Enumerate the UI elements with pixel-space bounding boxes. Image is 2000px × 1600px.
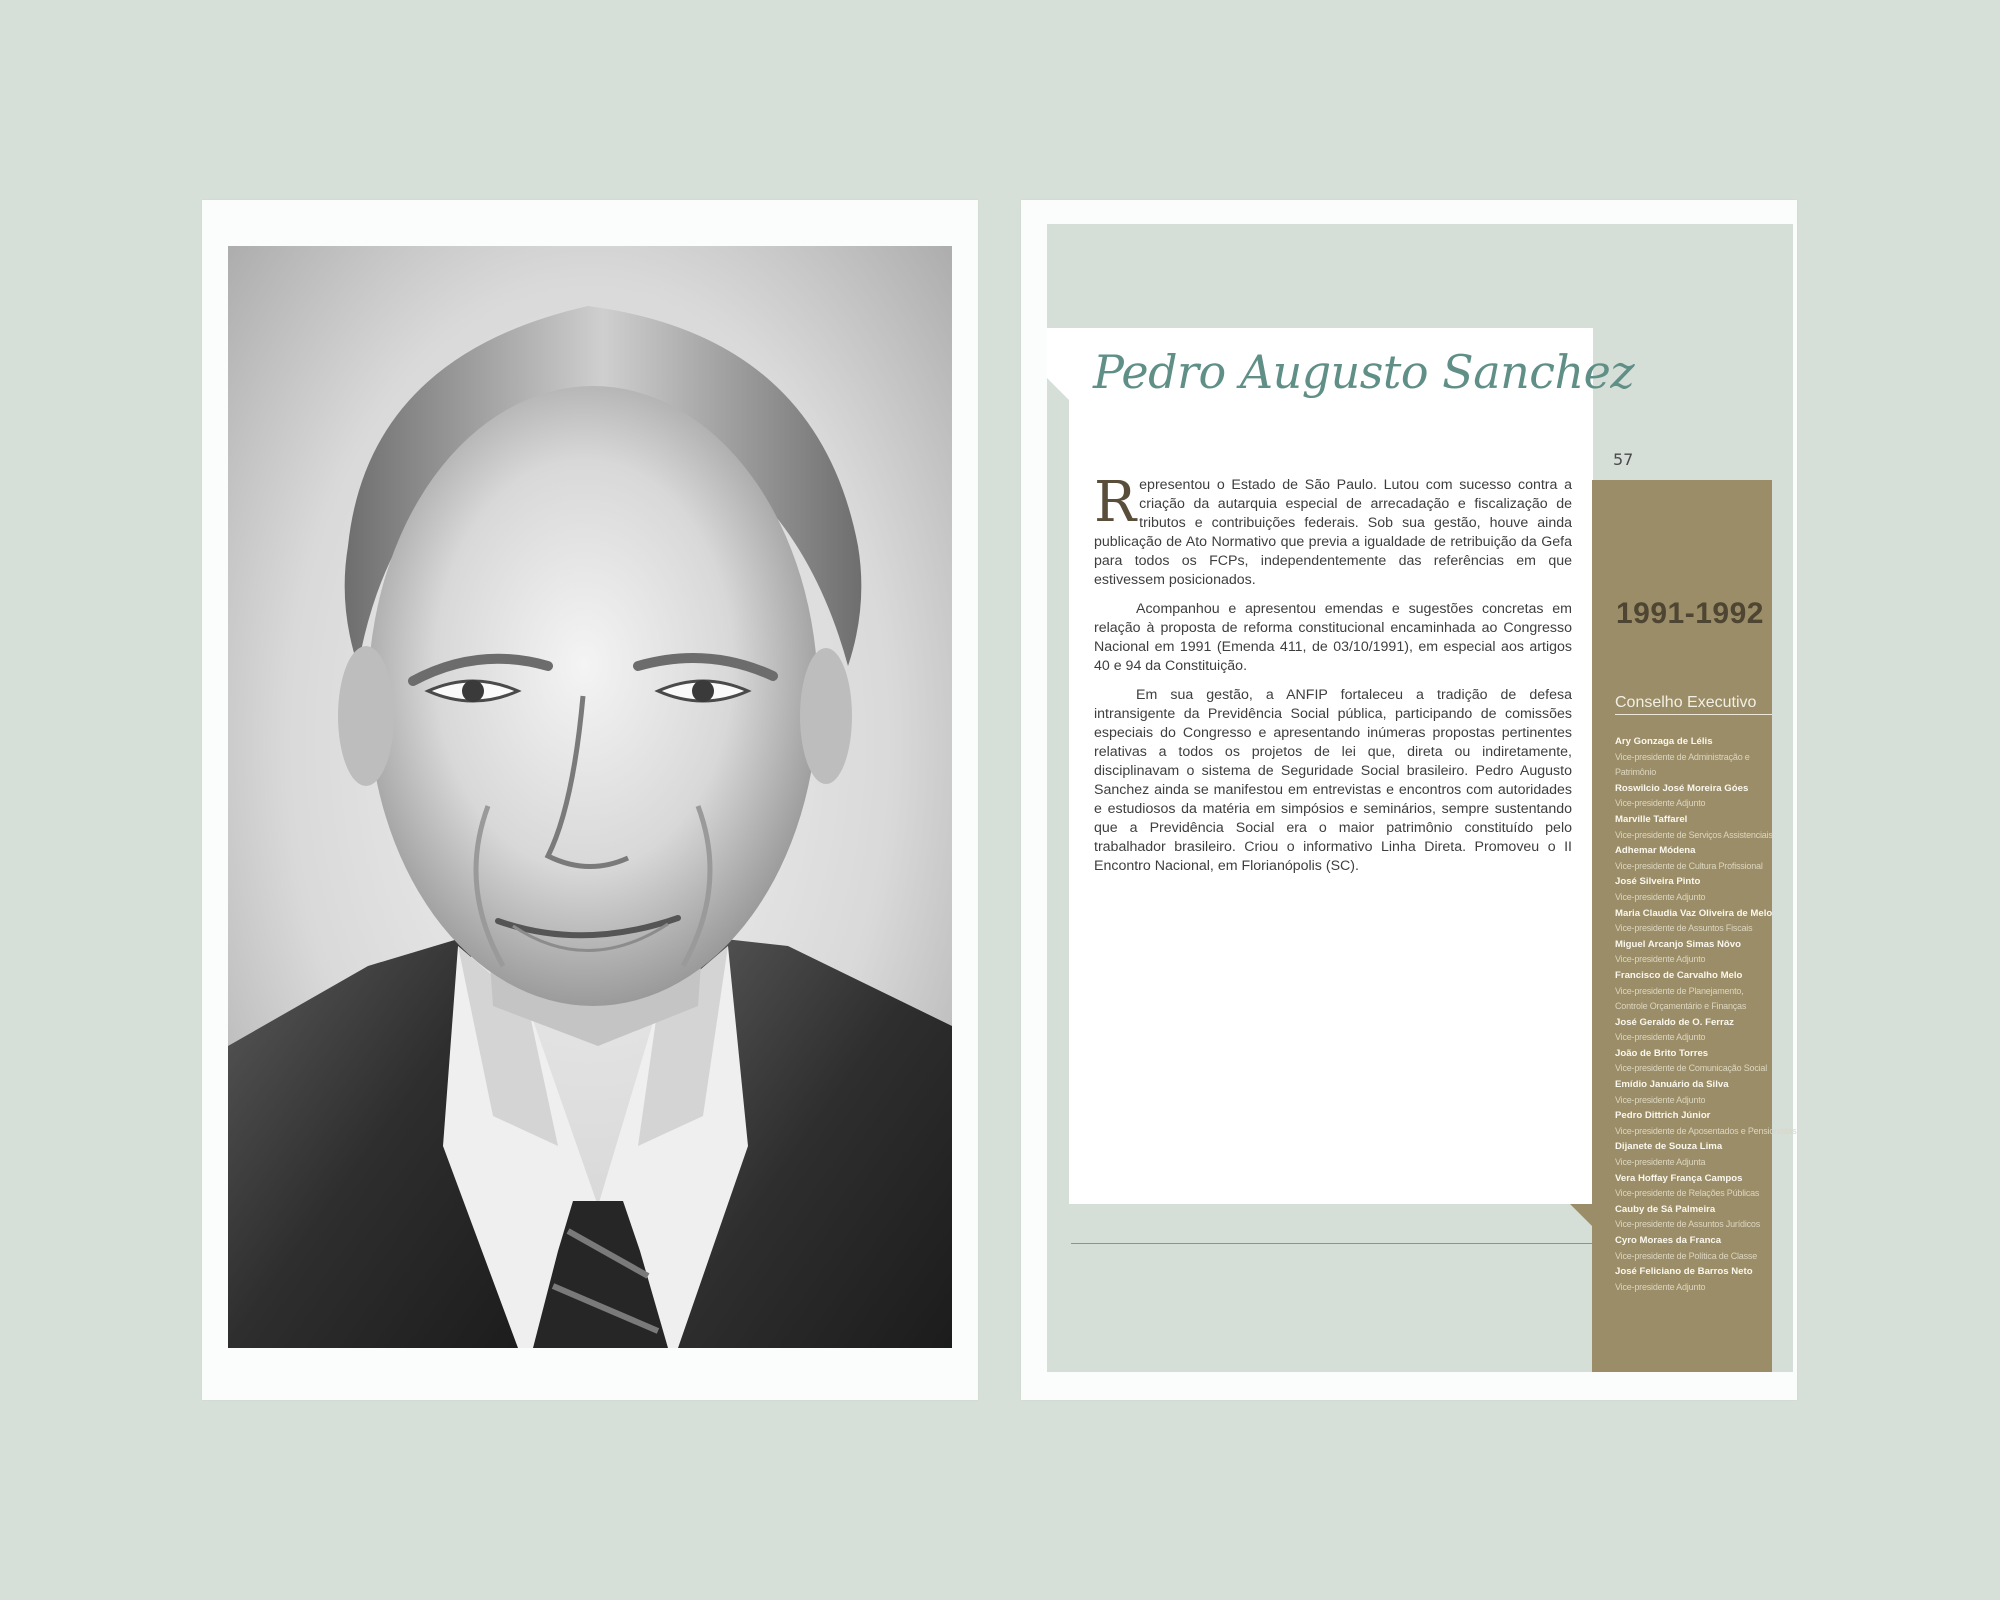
paragraph-1 — [1094, 470, 1572, 590]
council-member-role: Vice-presidente de Política de Classe — [1615, 1250, 1758, 1261]
drop-cap: R — [1094, 470, 1137, 535]
page-number: 57 — [1613, 450, 1634, 469]
council-member-role: Vice-presidente de Cultura Profissional — [1615, 860, 1763, 871]
council-member — [1615, 1015, 1772, 1046]
council-member — [1615, 1108, 1797, 1139]
council-member-role: Vice-presidente de Assuntos Jurídicos — [1615, 1219, 1761, 1230]
council-heading: Conselho Executivo — [1615, 694, 1772, 715]
council-member-role: Vice-presidente de Serviços Assistenciais — [1615, 829, 1773, 840]
page-title: Pedro Augusto Sanchez — [1093, 345, 1635, 399]
council-member — [1615, 1077, 1772, 1108]
sidebar-council — [1592, 480, 1797, 1372]
council-member — [1615, 1171, 1772, 1202]
term-years: 1991-1992 — [1616, 597, 1764, 630]
council-member-role: Vice-presidente Adjunto — [1615, 1032, 1706, 1043]
council-member-name: Cauby de Sá Palmeira — [1615, 1203, 1716, 1215]
council-member-role: Vice-presidente de Administração e Patrimônio — [1615, 751, 1750, 778]
council-member-name: José Geraldo de O. Ferraz — [1615, 1016, 1734, 1028]
council-member-role: Vice-presidente de Relações Públicas — [1615, 1188, 1760, 1199]
council-member-role: Vice-presidente Adjunto — [1615, 798, 1706, 809]
bottom-divider-line — [1071, 1243, 1592, 1244]
council-member-name: João de Brito Torres — [1615, 1047, 1709, 1059]
council-member — [1615, 781, 1772, 812]
council-member-name: Maria Claudia Vaz Oliveira de Melo — [1615, 907, 1773, 919]
council-member-role: Vice-presidente Adjunto — [1615, 891, 1706, 902]
council-member — [1615, 1233, 1772, 1264]
council-member — [1615, 812, 1772, 843]
council-member — [1615, 734, 1772, 781]
council-member-name: Adhemar Módena — [1615, 845, 1696, 857]
council-member-name: José Feliciano de Barros Neto — [1615, 1266, 1753, 1278]
council-member-name: Miguel Arcanjo Simas Nôvo — [1615, 938, 1741, 950]
council-member-name: Francisco de Carvalho Melo — [1615, 969, 1743, 981]
council-member-list — [1615, 734, 1797, 1295]
biography-text — [1094, 470, 1572, 886]
council-member — [1615, 843, 1772, 874]
council-member-name: Pedro Dittrich Júnior — [1615, 1110, 1711, 1122]
council-member — [1615, 968, 1772, 1015]
council-member — [1615, 1046, 1772, 1077]
left-page — [202, 200, 978, 1400]
paragraph-2: Acompanhou e apresentou emendas e sugestões concretas em relação à proposta de reforma constitucional encaminhada ao Congresso Nacional em 1991 (Emenda 411, de 03/10/1991), em especial aos artigos 40 e 94 da Constituição. — [1094, 601, 1572, 674]
council-member-name: Ary Gonzaga de Lélis — [1615, 736, 1713, 747]
panel-notch — [1047, 378, 1069, 1204]
council-member-name: José Silveira Pinto — [1615, 876, 1701, 888]
council-member-name: Roswilcio José Moreira Góes — [1615, 782, 1749, 794]
paragraph-3: Em sua gestão, a ANFIP fortaleceu a tradição de defesa intransigente da Previdência Social pública, participando de comissões especiais do Congresso e apresentando inúmeras propostas pertinentes relativas a todos os projetos de lei que, direta ou indiretamente, disciplinavam o sistema de Seguridade Social brasileiro. Pedro Augusto Sanchez ainda se manifestou em entrevistas e encontros com autoridades e estudiosos da matéria em simpósios e seminários, sempre sustentando que a Previdência Social era o maior patrimônio constituído pelo trabalhador brasileiro. Criou o informativo Linha Direta. Promoveu o II Encontro Nacional, em Florianópolis (SC). — [1094, 687, 1572, 874]
council-member — [1615, 874, 1772, 905]
council-member-role: Vice-presidente de Comunicação Social — [1615, 1063, 1768, 1074]
council-member — [1615, 1264, 1772, 1295]
council-member — [1615, 1202, 1772, 1233]
council-member-role: Vice-presidente de Aposentados e Pensionistas — [1615, 1125, 1797, 1136]
council-member-role: Vice-presidente de Planejamento, Controle Orçamentário e Finanças — [1615, 985, 1747, 1012]
council-member-role: Vice-presidente de Assuntos Fiscais — [1615, 923, 1753, 934]
council-member-name: Vera Hoffay França Campos — [1615, 1172, 1743, 1184]
council-member-name: Dijanete de Souza Lima — [1615, 1141, 1723, 1153]
council-member-role: Vice-presidente Adjunto — [1615, 1094, 1706, 1105]
council-member-name: Marville Taffarel — [1615, 813, 1688, 825]
portrait-drawing — [228, 246, 952, 1348]
council-member-role: Vice-presidente Adjunta — [1615, 1157, 1706, 1168]
council-member-name: Cyro Moraes da Franca — [1615, 1235, 1722, 1246]
council-member — [1615, 1139, 1772, 1170]
council-member-role: Vice-presidente Adjunto — [1615, 954, 1706, 965]
paragraph-1-text: epresentou o Estado de São Paulo. Lutou com sucesso contra a criação da autarquia especial de arrecadação e fiscalização de tributos e contribuições federais. Sob sua gestão, houve ainda publicação de Ato Normativo que previa a igualdade de retribuição da Gefa para todos os FCPs, independentemente das referências em que estivessem posicionados. — [1094, 477, 1572, 588]
council-member — [1615, 937, 1772, 968]
council-member-role: Vice-presidente Adjunto — [1615, 1281, 1706, 1292]
council-member — [1615, 906, 1772, 937]
right-page — [1021, 200, 1797, 1400]
council-member-name: Emídio Januário da Silva — [1615, 1079, 1729, 1091]
portrait-illustration — [228, 246, 952, 1348]
